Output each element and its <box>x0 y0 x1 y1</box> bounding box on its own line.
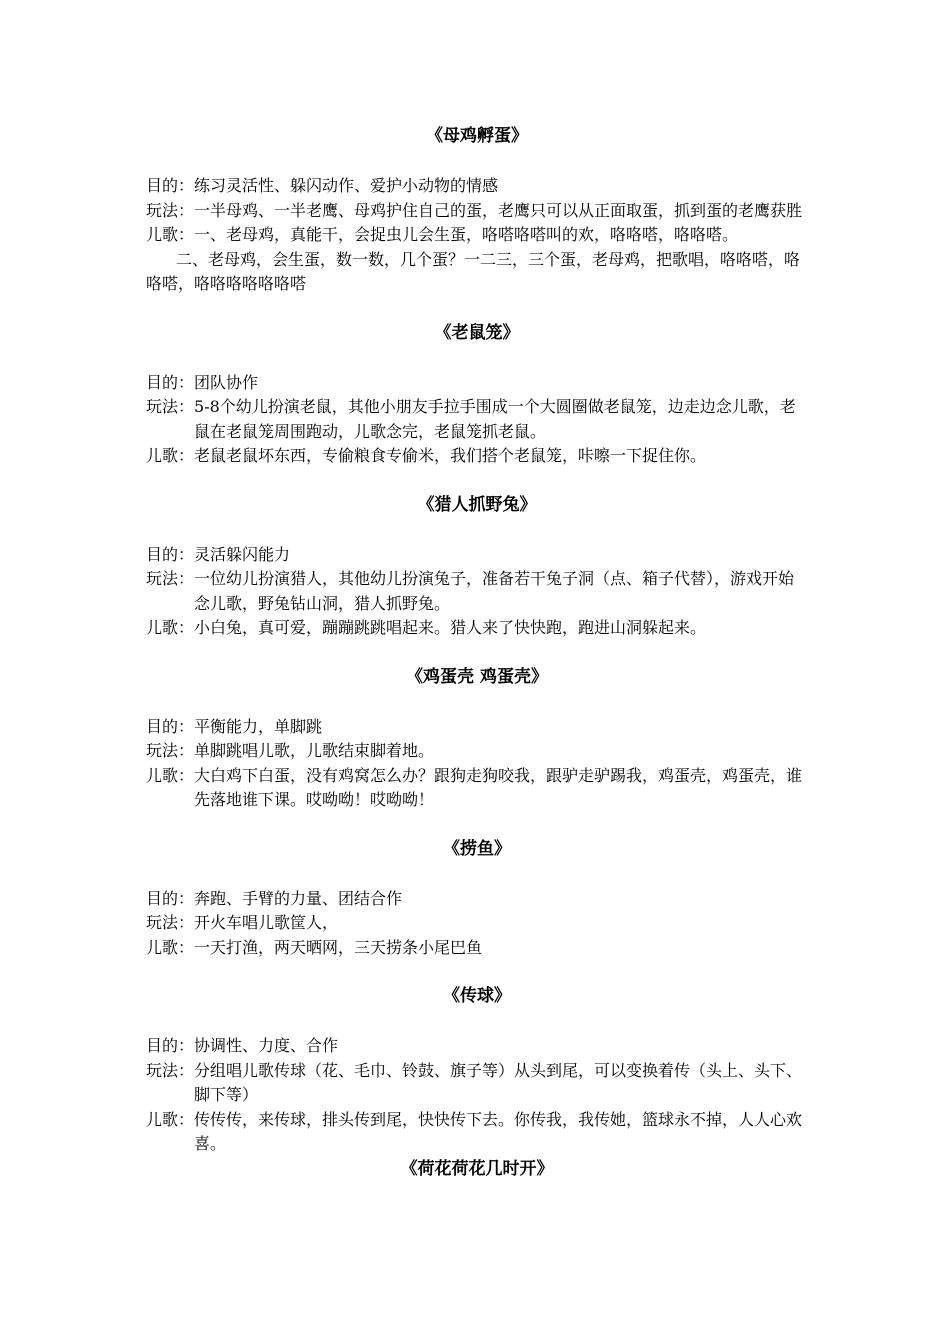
song-label: 儿歌： <box>146 225 195 244</box>
game-section <box>146 984 808 1157</box>
game-section <box>146 321 808 469</box>
song-text: 传传传，来传球，排头传到尾，快快传下去。你传我，我传她，篮球永不掉，人人心欢喜。 <box>194 1109 803 1153</box>
game-title: 《老鼠笼》 <box>434 322 520 343</box>
game-title: 《猎人抓野兔》 <box>417 494 537 515</box>
game-play <box>146 739 808 764</box>
goal-text: 奔跑、手臂的力量、团结合作 <box>194 888 403 908</box>
game-play <box>146 911 808 936</box>
play-text: 一位幼儿扮演猎人，其他幼儿扮演兔子，准备若干兔子洞（点、箱子代替），游戏开始念儿歌，野兔钻山洞，猎人抓野兔。 <box>194 569 795 613</box>
game-goal <box>146 174 808 199</box>
song-text: 老鼠老鼠坏东西，专偷粮食专偷米，我们搭个老鼠笼，咔嚓一下捉住你。 <box>194 446 707 465</box>
game-goal <box>146 887 808 912</box>
play-label: 玩法： <box>146 200 195 220</box>
game-section <box>146 837 808 961</box>
play-text: 一半母鸡、一半老鹰、母鸡护住自己的蛋，老鹰只可以从正面取蛋，抓到蛋的老鹰获胜 <box>194 200 803 220</box>
play-label: 玩法： <box>146 569 195 588</box>
game-goal <box>146 543 808 568</box>
game-section <box>146 493 808 641</box>
goal-label: 目的： <box>146 888 195 908</box>
goal-text: 灵活躲闪能力 <box>194 544 291 564</box>
game-song <box>146 1108 808 1157</box>
game-section <box>146 665 808 813</box>
game-title: 《母鸡孵蛋》 <box>426 126 528 146</box>
game-song <box>146 936 808 961</box>
game-goal <box>146 715 808 740</box>
song-text: 一天打渔，两天晒网，三天捞条小尾巴鱼 <box>194 937 483 957</box>
song-label: 儿歌： <box>146 1109 195 1129</box>
song-text: 大白鸡下白蛋，没有鸡窝怎么办？跟狗走狗咬我，跟驴走驴踢我，鸡蛋壳，鸡蛋壳，谁先落地谁下课。哎呦呦！哎呦呦！ <box>194 765 803 809</box>
game-song <box>146 223 808 248</box>
play-label: 玩法： <box>146 1060 195 1080</box>
song-label: 儿歌： <box>146 937 195 957</box>
play-text: 开火车唱儿歌筐人， <box>194 913 339 932</box>
song-text: 一、老母鸡，真能干，会捉虫儿会生蛋，咯嗒咯嗒叫的欢，咯咯嗒，咯咯嗒。 <box>194 225 739 244</box>
play-text: 5-8个幼儿扮演老鼠，其他小朋友手拉手围成一个大圆圈做老鼠笼，边走边念儿歌，老鼠在老鼠笼周围跑动，儿歌念完，老鼠笼抓老鼠。 <box>194 397 796 441</box>
game-song <box>146 616 808 641</box>
goal-text: 练习灵活性、躲闪动作、爱护小动物的情感 <box>194 176 499 195</box>
game-section <box>146 124 808 297</box>
goal-label: 目的： <box>146 176 195 195</box>
play-label: 玩法： <box>146 913 195 932</box>
game-goal <box>146 371 808 396</box>
game-play <box>146 199 808 224</box>
goal-label: 目的： <box>146 1036 195 1055</box>
goal-text: 平衡能力，单脚跳 <box>194 716 323 736</box>
game-song <box>146 444 808 469</box>
game-goal <box>146 1034 808 1059</box>
play-text: 分组唱儿歌传球（花、毛巾、铃鼓、旗子等）从头到尾，可以变换着传（头上、头下、脚下等） <box>194 1060 803 1104</box>
game-song <box>146 764 808 813</box>
goal-label: 目的： <box>146 372 195 392</box>
song-label: 儿歌： <box>146 446 195 465</box>
goal-label: 目的： <box>146 716 195 736</box>
play-text: 单脚跳唱儿歌，儿歌结束脚着地。 <box>194 741 435 760</box>
game-title: 《鸡蛋壳 鸡蛋壳》 <box>406 666 548 687</box>
game-play <box>146 1059 808 1108</box>
game-title: 《捞鱼》 <box>443 838 511 859</box>
goal-label: 目的： <box>146 544 195 564</box>
song-label: 儿歌： <box>146 618 195 637</box>
goal-text: 团队协作 <box>194 372 259 392</box>
play-label: 玩法： <box>146 397 195 416</box>
goal-text: 协调性、力度、合作 <box>194 1036 339 1055</box>
song-label: 儿歌： <box>146 765 195 785</box>
game-title: 《传球》 <box>443 986 511 1006</box>
song-text: 小白兔，真可爱，蹦蹦跳跳唱起来。猎人来了快快跑，跑进山洞躲起来。 <box>194 618 707 637</box>
next-game-title: 《荷花荷花几时开》 <box>400 1158 554 1179</box>
game-song-extra: 二、老母鸡，会生蛋，数一数，几个蛋？一二三，三个蛋，老母鸡，把歌唱，咯咯嗒，咯咯嗒，咯咯咯咯咯咯嗒 <box>146 249 801 293</box>
play-label: 玩法： <box>146 741 195 760</box>
game-play <box>146 567 808 616</box>
game-play <box>146 395 808 444</box>
